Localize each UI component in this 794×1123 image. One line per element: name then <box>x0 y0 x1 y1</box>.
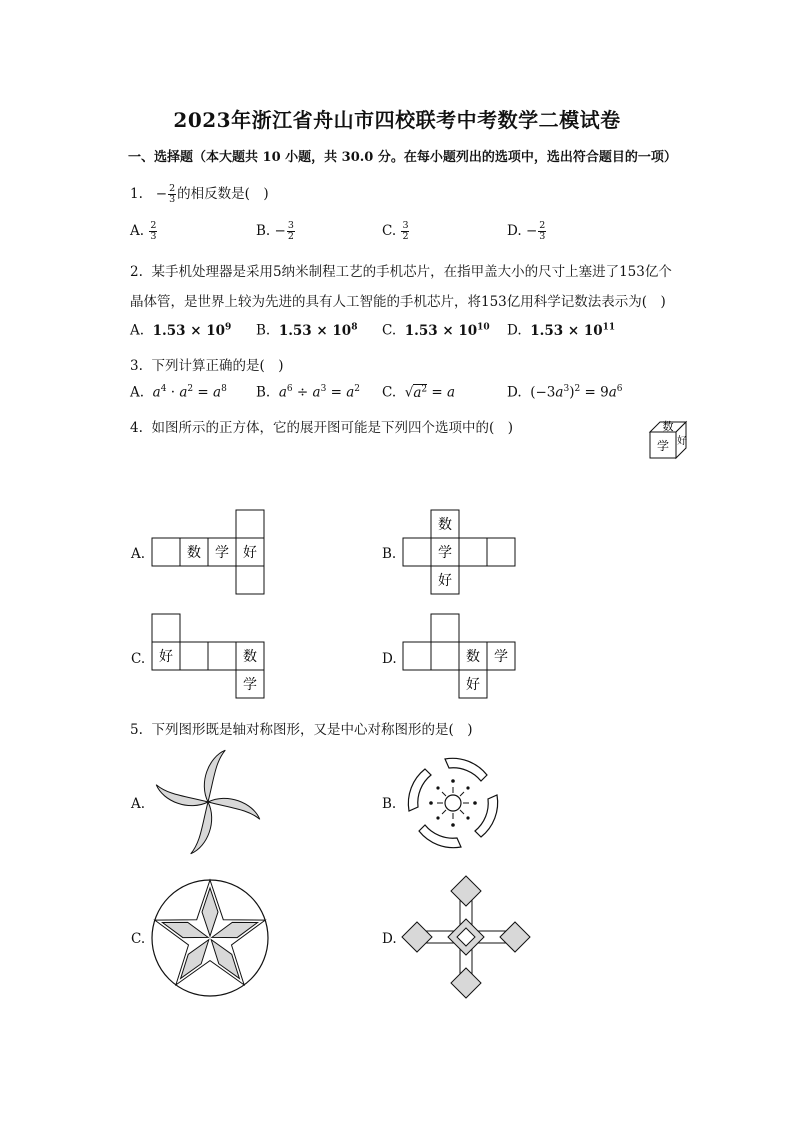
option-d-label[interactable]: D. <box>382 931 397 947</box>
net-option-d[interactable] <box>401 613 521 701</box>
option-c[interactable]: C. $√a^2 = a$ <box>382 384 456 401</box>
cube-top-label: 数 <box>662 420 674 433</box>
svg-text:好: 好 <box>243 545 257 561</box>
cube-side-label: 好 <box>677 436 687 447</box>
net-option-b[interactable] <box>401 509 521 597</box>
net-option-c[interactable] <box>150 613 270 701</box>
cube-figure <box>646 412 694 460</box>
svg-text:数: 数 <box>466 649 480 665</box>
option-d-label[interactable]: D. <box>382 651 397 667</box>
option-d[interactable]: D. $1.53 \times 10^{11}$ <box>507 322 616 339</box>
option-d[interactable]: D. $(-3a^3)^2 = 9a^6$ <box>507 384 623 401</box>
question-2: 2. 某手机处理器是采用5纳米制程工艺的手机芯片，在指甲盖大小的尺寸上塞进了153亿个 <box>130 264 672 280</box>
option-a[interactable]: A. $1.53 \times 10^9$ <box>130 322 232 339</box>
svg-text:学: 学 <box>438 545 452 561</box>
svg-text:学: 学 <box>494 649 508 665</box>
svg-text:数: 数 <box>438 517 452 533</box>
net-option-a[interactable] <box>150 509 270 597</box>
question-3: 3. 下列计算正确的是( ) <box>130 358 284 374</box>
svg-text:学: 学 <box>243 677 257 693</box>
question-4: 4. 如图所示的正方体，它的展开图可能是下列四个选项中的( ) <box>130 420 514 436</box>
question-number: 1. <box>130 186 143 202</box>
svg-text:好: 好 <box>438 573 452 589</box>
star-circle-figure[interactable] <box>148 876 272 1000</box>
option-c[interactable]: C. $\frac{3}{2}$ <box>382 220 409 242</box>
option-b-label[interactable]: B. <box>382 796 397 812</box>
svg-text:好: 好 <box>159 649 173 665</box>
fraction: $\frac{2}{3}$ <box>169 183 176 205</box>
option-b-label[interactable]: B. <box>382 546 397 562</box>
question-stem: 的相反数是( ) <box>177 186 269 202</box>
option-b[interactable]: B. − $\frac{3}{2}$ <box>256 220 294 242</box>
pinwheel-figure[interactable] <box>148 742 268 862</box>
question-1: 1. − $\frac{2}{3}$ 的相反数是( ) <box>130 183 269 205</box>
option-a-label[interactable]: A. <box>131 546 146 562</box>
option-d[interactable]: D. − $\frac{2}{3}$ <box>507 220 546 242</box>
svg-text:学: 学 <box>215 545 229 561</box>
option-c-label[interactable]: C. <box>131 931 146 947</box>
question-5: 5. 下列图形既是轴对称图形，又是中心对称图形的是( ) <box>130 722 473 738</box>
question-2-line2: 晶体管，是世界上较为先进的具有人工智能的手机芯片，将153亿用科学记数法表示为( ) <box>130 294 666 310</box>
option-b[interactable]: B. $a^6 \div a^3 = a^2$ <box>256 384 361 401</box>
option-c[interactable]: C. $1.53 \times 10^{10}$ <box>382 322 490 339</box>
flower-figure[interactable] <box>400 751 506 855</box>
option-b[interactable]: B. $1.53 \times 10^8$ <box>256 322 358 339</box>
option-a-label[interactable]: A. <box>131 796 146 812</box>
section-heading: 一、选择题（本大题共 10 小题，共 30.0 分。在每小题列出的选项中，选出符合题目的一项） <box>128 150 677 165</box>
svg-text:好: 好 <box>466 677 480 693</box>
svg-text:数: 数 <box>243 649 257 665</box>
cross-diamond-figure[interactable] <box>400 874 532 1000</box>
svg-text:数: 数 <box>187 545 201 561</box>
option-a[interactable]: A. $\frac{2}{3}$ <box>130 220 157 242</box>
page-title: 2023年浙江省舟山市四校联考中考数学二模试卷 <box>173 108 621 132</box>
option-a[interactable]: A. $a^4 \cdot a^2 = a^8$ <box>130 384 227 401</box>
cube-front-label: 学 <box>656 439 670 453</box>
option-c-label[interactable]: C. <box>131 651 146 667</box>
